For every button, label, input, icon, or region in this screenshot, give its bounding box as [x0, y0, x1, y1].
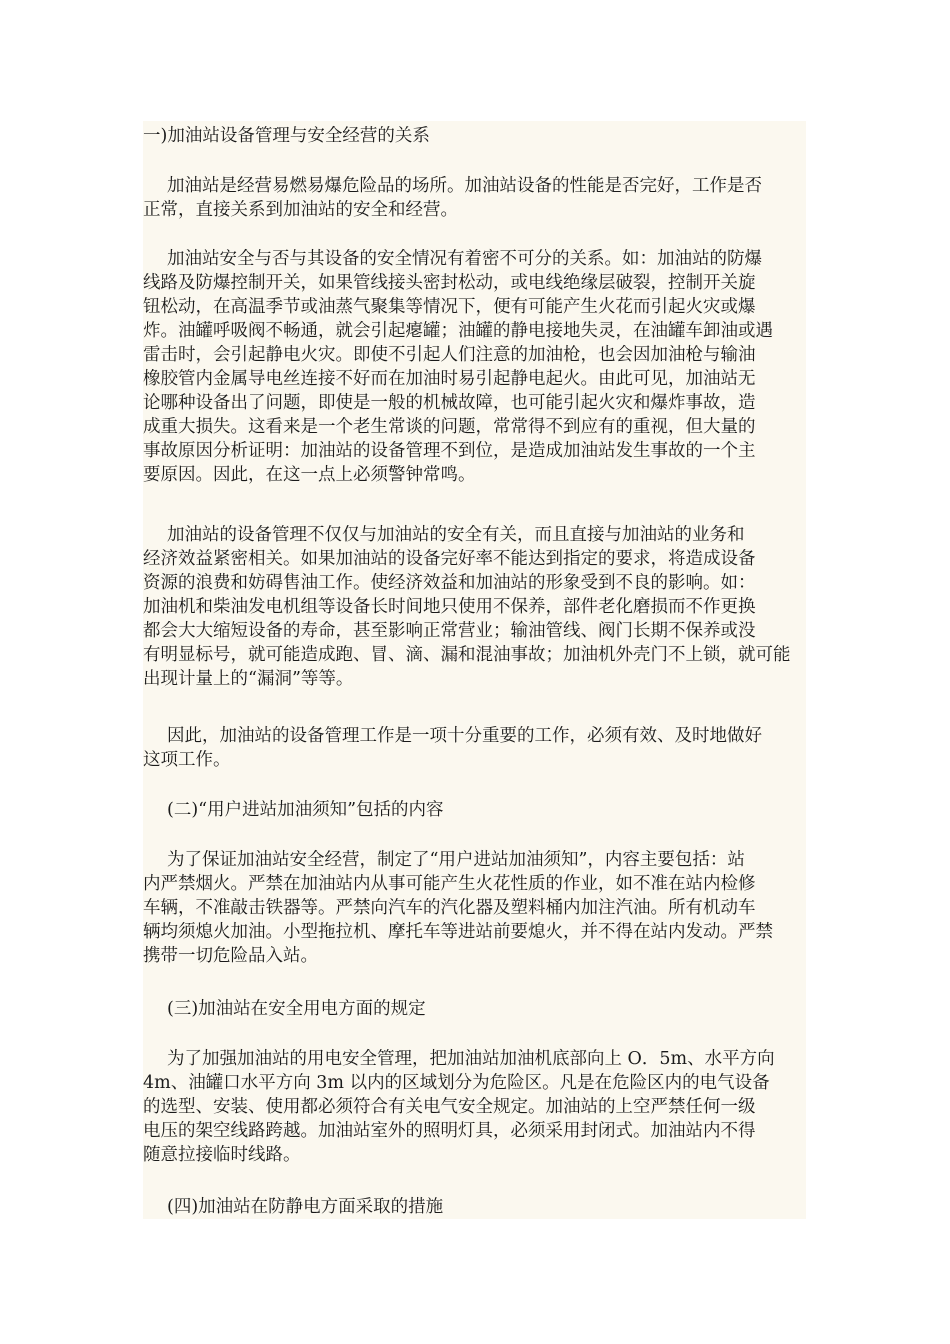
text-line: 这项工作。	[143, 750, 231, 770]
text-line: 经济效益紧密相关。如果加油站的设备完好率不能达到指定的要求，将造成设备	[143, 549, 756, 569]
text-line: 正常，直接关系到加油站的安全和经营。	[143, 200, 458, 220]
text-line: 电压的架空线路跨越。加油站室外的照明灯具，必须采用封闭式。加油站内不得	[143, 1121, 756, 1141]
paragraph	[143, 724, 806, 772]
text-line: 炸。油罐呼吸阀不畅通，就会引起瘪罐；油罐的静电接地失灵，在油罐车卸油或遇	[143, 321, 773, 341]
text-line: 因此，加油站的设备管理工作是一项十分重要的工作，必须有效、及时地做好	[167, 726, 762, 746]
paragraph	[143, 247, 806, 487]
text-line: 都会大大缩短设备的寿命，甚至影响正常营业；输油管线、阀门长期不保养或没	[143, 621, 756, 641]
text-line: 随意拉接临时线路。	[143, 1145, 301, 1165]
section-heading	[143, 1195, 806, 1219]
paragraph	[143, 174, 806, 222]
text-line: 事故原因分析证明：加油站的设备管理不到位，是造成加油站发生事故的一个主	[143, 441, 756, 461]
text-line: (二)“用户进站加油须知”包括的内容	[167, 800, 444, 820]
text-line: 雷击时，会引起静电火灾。即使不引起人们注意的加油枪，也会因加油枪与输油	[143, 345, 756, 365]
section-heading	[143, 798, 806, 822]
text-line: 携带一切危险品入站。	[143, 946, 318, 966]
section-heading	[143, 124, 806, 148]
text-line: 的选型、安装、使用都必须符合有关电气安全规定。加油站的上空严禁任何一级	[143, 1097, 756, 1117]
text-line: 加油站是经营易燃易爆危险品的场所。加油站设备的性能是否完好，工作是否	[167, 176, 762, 196]
document-body	[143, 121, 806, 1219]
section-heading	[143, 997, 806, 1021]
text-line: 成重大损失。这看来是一个老生常谈的问题，常常得不到应有的重视，但大量的	[143, 417, 756, 437]
text-line: 加油站的设备管理不仅仅与加油站的安全有关，而且直接与加油站的业务和	[167, 525, 745, 545]
paragraph	[143, 1047, 806, 1167]
text-line: (四)加油站在防静电方面采取的措施	[167, 1197, 444, 1217]
text-line: 钮松动，在高温季节或油蒸气聚集等情况下，便有可能产生火花而引起火灾或爆	[143, 297, 756, 317]
text-line: 要原因。因此，在这一点上必须警钟常鸣。	[143, 465, 476, 485]
text-line: 车辆，不准敲击铁器等。严禁向汽车的汽化器及塑料桶内加注汽油。所有机动车	[143, 898, 756, 918]
text-line: 辆均须熄火加油。小型拖拉机、摩托车等进站前要熄火，并不得在站内发动。严禁	[143, 922, 773, 942]
text-line: (三)加油站在安全用电方面的规定	[167, 999, 426, 1019]
text-line: 一)加油站设备管理与安全经营的关系	[143, 126, 430, 146]
text-line: 出现计量上的“漏洞”等等。	[143, 669, 354, 689]
text-line: 有明显标号，就可能造成跑、冒、滴、漏和混油事故；加油机外壳门不上锁，就可能	[143, 645, 791, 665]
text-line: 4m、油罐口水平方向 3m 以内的区域划分为危险区。凡是在危险区内的电气设备	[143, 1073, 770, 1093]
text-line: 论哪种设备出了问题，即使是一般的机械故障，也可能引起火灾和爆炸事故，造	[143, 393, 756, 413]
text-line: 线路及防爆控制开关，如果管线接头密封松动，或电线绝缘层破裂，控制开关旋	[143, 273, 756, 293]
paragraph	[143, 523, 806, 691]
text-line: 为了保证加油站安全经营，制定了“用户进站加油须知”，内容主要包括：站	[167, 850, 745, 870]
text-line: 内严禁烟火。严禁在加油站内从事可能产生火花性质的作业，如不准在站内检修	[143, 874, 756, 894]
text-line: 加油站安全与否与其设备的安全情况有着密不可分的关系。如：加油站的防爆	[167, 249, 762, 269]
text-line: 橡胶管内金属导电丝连接不好而在加油时易引起静电起火。由此可见，加油站无	[143, 369, 756, 389]
paragraph	[143, 848, 806, 968]
text-line: 资源的浪费和妨碍售油工作。使经济效益和加油站的形象受到不良的影响。如：	[143, 573, 756, 593]
text-line: 为了加强加油站的用电安全管理，把加油站加油机底部向上 O．5m、水平方向	[167, 1049, 775, 1069]
text-line: 加油机和柴油发电机组等设备长时间地只使用不保养，部件老化磨损而不作更换	[143, 597, 756, 617]
